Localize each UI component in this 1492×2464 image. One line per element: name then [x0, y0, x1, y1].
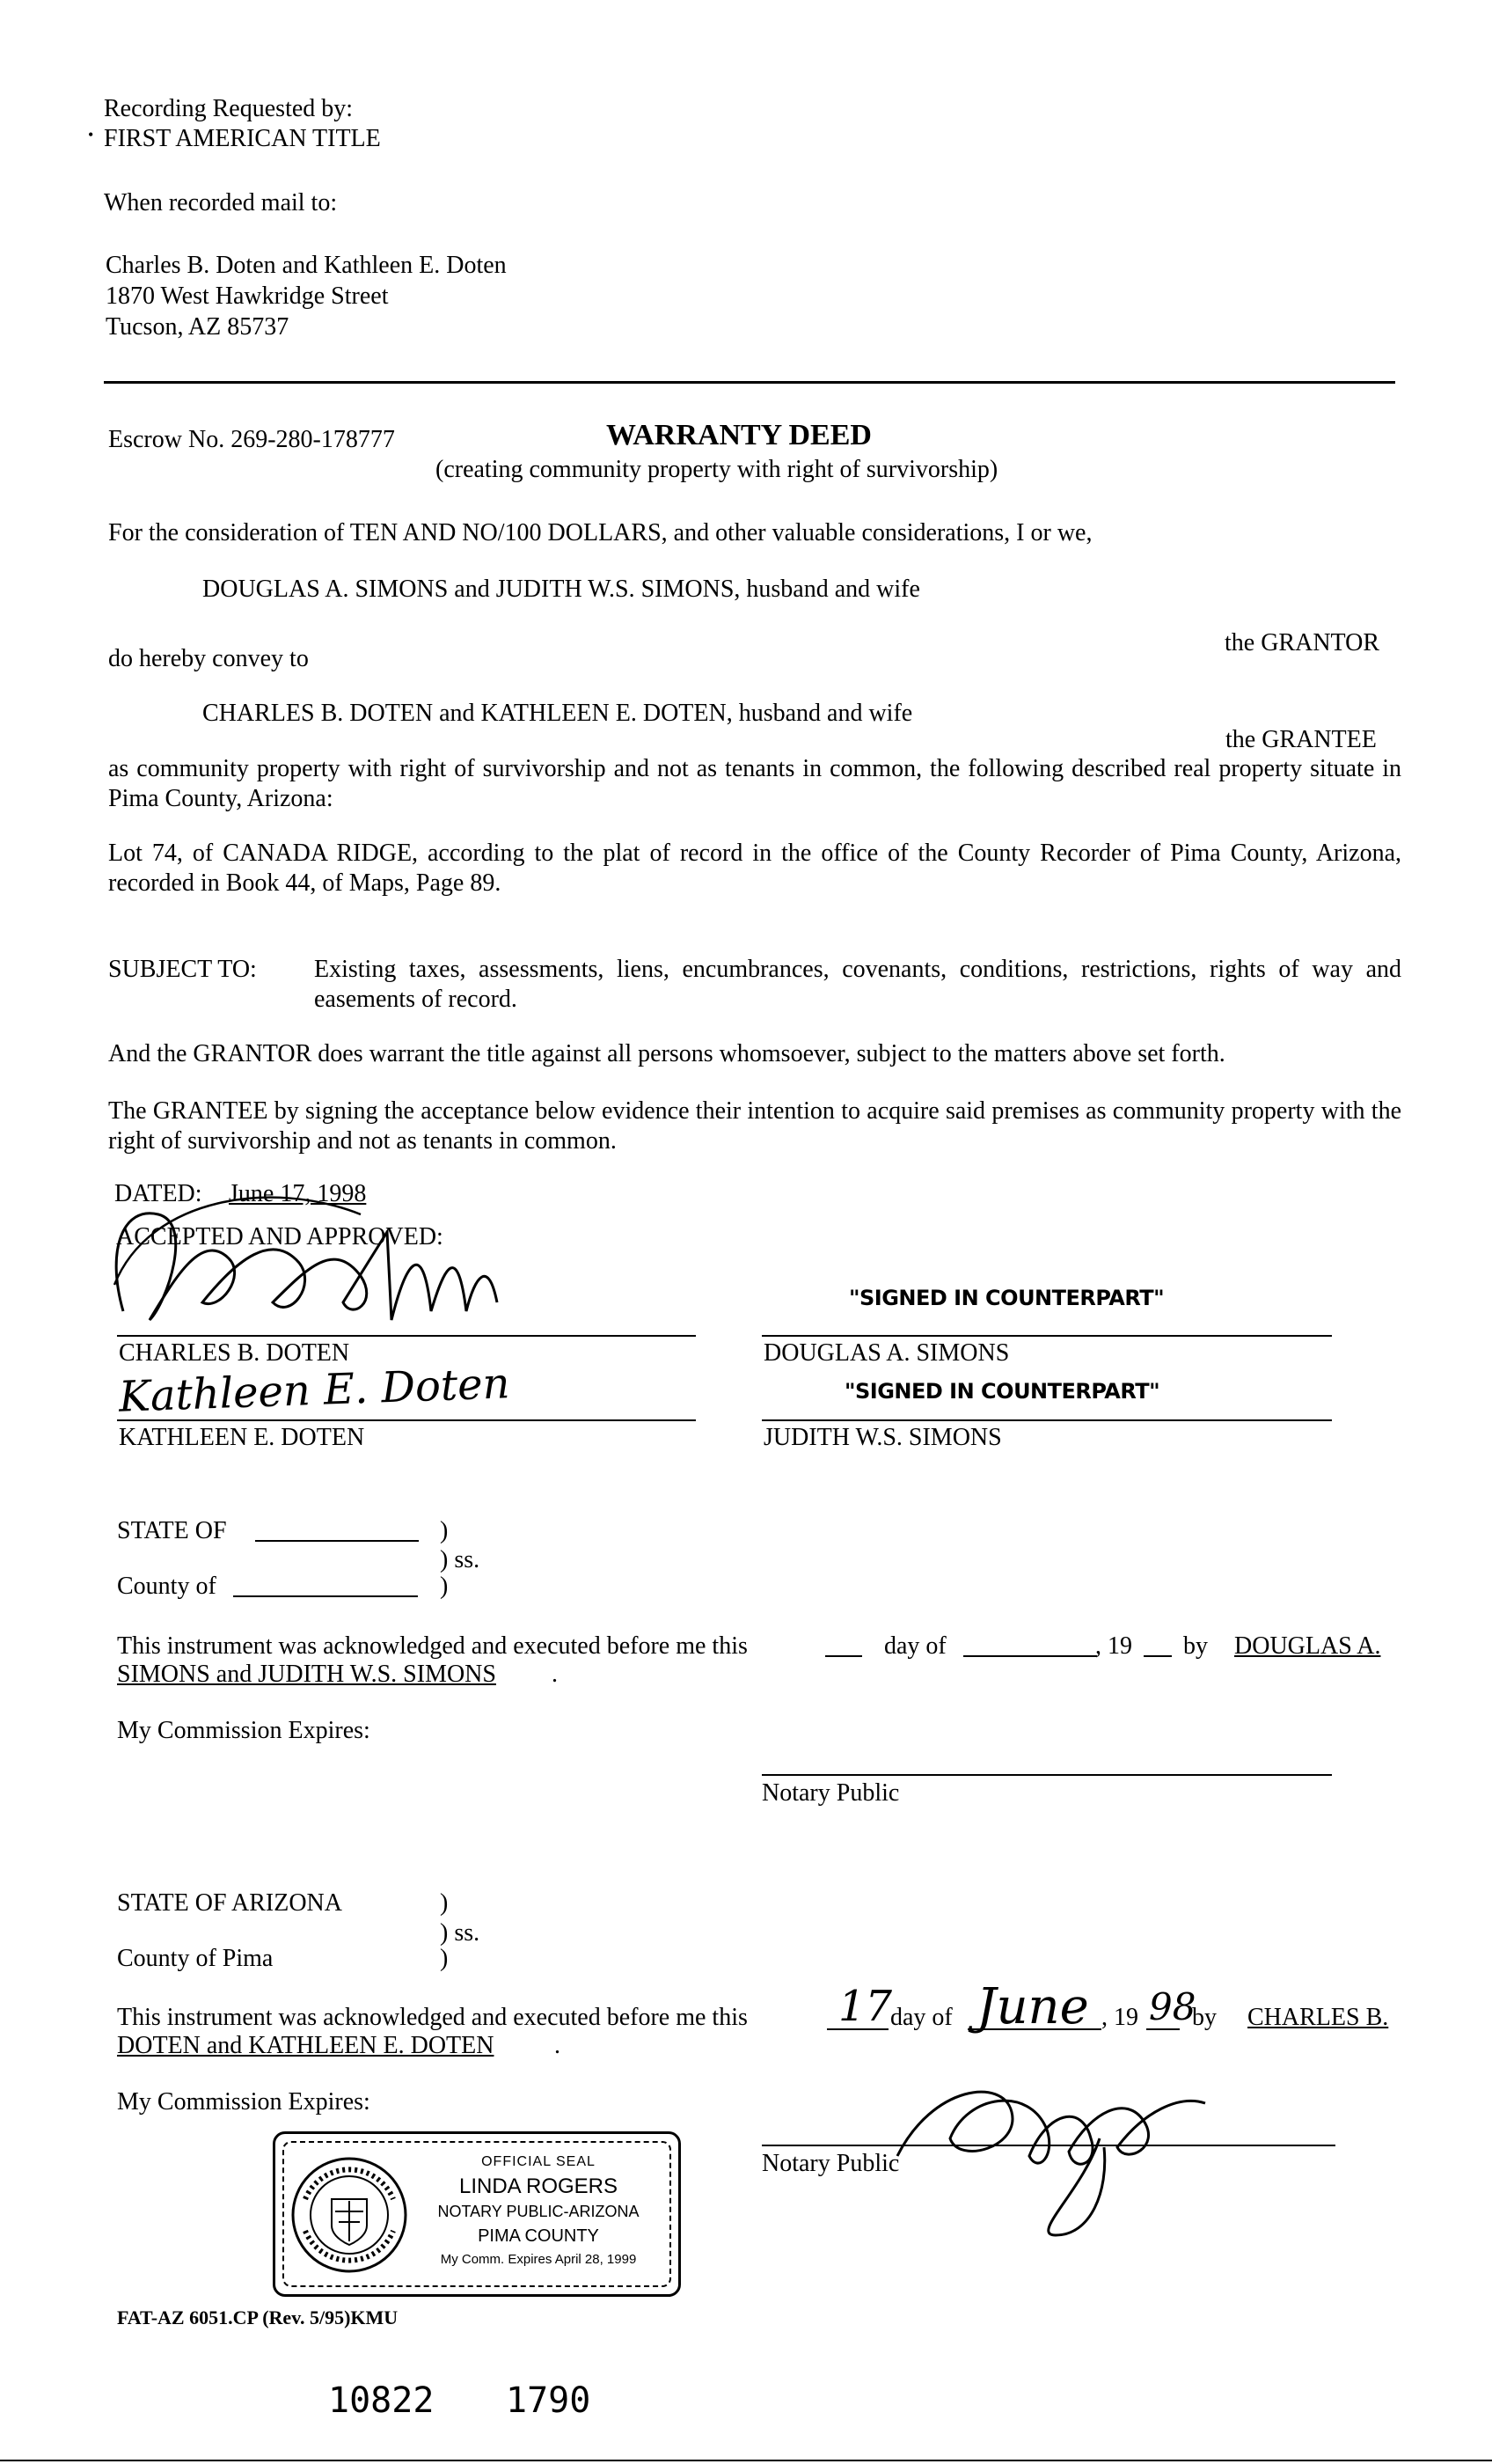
dated-label: DATED: [114, 1180, 202, 1207]
grantor-names: DOUGLAS A. SIMONS and JUDITH W.S. SIMONS, husband and wife [202, 576, 920, 603]
notary2-period: . [554, 2032, 560, 2059]
notary2-state-label: STATE OF ARIZONA [117, 1889, 342, 1917]
notary1-ack-day: day of [884, 1632, 947, 1660]
escrow-number: Escrow No. 269-280-178777 [108, 426, 395, 453]
signature-line-kathleen [117, 1419, 696, 1421]
notary2-parties-line1: CHARLES B. [1247, 2004, 1389, 2031]
notary-signature [880, 2059, 1232, 2244]
signer-douglas-name: DOUGLAS A. SIMONS [764, 1339, 1010, 1367]
consideration-text: For the consideration of TEN AND NO/100 DOLLARS, and other valuable considerations, I or we, [108, 519, 1093, 546]
deed-title: WARRANTY DEED [606, 419, 872, 451]
docket-number: 10822 [328, 2380, 435, 2421]
notary2-paren-top: ) [440, 1889, 449, 1917]
notary1-paren-top: ) [440, 1517, 449, 1544]
mail-to-names: Charles B. Doten and Kathleen E. Doten [106, 252, 507, 279]
mail-to-city: Tucson, AZ 85737 [106, 313, 289, 341]
notary1-period: . [552, 1661, 558, 1688]
mail-to-label: When recorded mail to: [104, 189, 338, 216]
notary1-paren-bottom: ) [440, 1573, 449, 1600]
notary2-parties-line2: DOTEN and KATHLEEN E. DOTEN [117, 2032, 494, 2059]
seal-expires: My Comm. Expires April 28, 1999 [440, 2252, 637, 2267]
notary1-commission-label: My Commission Expires: [117, 1717, 370, 1744]
notary1-parties-line1: DOUGLAS A. [1234, 1632, 1381, 1660]
header-divider [104, 381, 1395, 384]
signature-line-douglas [762, 1335, 1332, 1337]
notary2-month-value: June [976, 1978, 1089, 2035]
notary1-state-blank [255, 1540, 419, 1542]
acceptance-text: The GRANTEE by signing the acceptance below evidence their intention to acquire said premises as community property with the right of survivorship and not as tenants in common. [108, 1097, 1401, 1155]
notary1-parties-line2: SIMONS and JUDITH W.S. SIMONS [117, 1661, 496, 1688]
notary1-day-blank [825, 1655, 862, 1657]
seal-county: PIMA COUNTY [478, 2226, 599, 2246]
notary2-year-line [1146, 2028, 1180, 2030]
notary2-month-line [968, 2028, 1101, 2030]
notary2-ack-day: day of [890, 2004, 953, 2031]
mail-to-street: 1870 West Hawkridge Street [106, 282, 389, 310]
notary1-ack-by: by [1183, 1632, 1208, 1660]
page-number: 1790 [506, 2380, 591, 2421]
subject-to-label: SUBJECT TO: [108, 956, 257, 983]
notary2-ack-by: by [1192, 2004, 1217, 2031]
notary2-county-label: County of Pima [117, 1945, 274, 1972]
signature-line-charles [117, 1335, 696, 1337]
seal-role: NOTARY PUBLIC-ARIZONA [437, 2203, 640, 2220]
official-seal [273, 2131, 681, 2297]
seal-name: LINDA ROGERS [458, 2174, 618, 2198]
notary1-month-blank [963, 1655, 1097, 1657]
notary1-county-label: County of [117, 1573, 216, 1600]
notary2-ack-prefix: This instrument was acknowledged and executed before me this [117, 2004, 748, 2031]
notary2-ack-year-prefix: , 19 [1101, 2004, 1138, 2031]
notary1-county-blank [233, 1595, 418, 1597]
accepted-label: ACCEPTED AND APPROVED: [116, 1223, 443, 1250]
kathleen-signature: Kathleen E. Doten [118, 1359, 511, 1422]
notary1-signature-line [762, 1774, 1332, 1776]
counterpart-stamp-2: "SIGNED IN COUNTERPART" [845, 1379, 1160, 1404]
deed-subtitle: (creating community property with right of survivorship) [435, 456, 998, 483]
signer-judith-name: JUDITH W.S. SIMONS [764, 1424, 1002, 1451]
bullet-mark: • [88, 126, 94, 143]
charles-signature [97, 1179, 607, 1355]
bottom-edge-line [0, 2460, 1492, 2461]
recording-company: FIRST AMERICAN TITLE [104, 125, 381, 152]
notary2-day-value: 17 [838, 1982, 893, 2031]
counterpart-stamp-1: "SIGNED IN COUNTERPART" [849, 1286, 1165, 1310]
notary1-ack-year: , 19 [1095, 1632, 1132, 1660]
notary1-ss: ) ss. [440, 1546, 480, 1573]
notary1-state-label: STATE OF [117, 1517, 227, 1544]
signer-kathleen-name: KATHLEEN E. DOTEN [119, 1424, 365, 1451]
recording-requested-label: Recording Requested by: [104, 95, 354, 122]
notary1-year-blank [1144, 1655, 1172, 1657]
convey-text: do hereby convey to [108, 645, 309, 672]
signature-line-judith [762, 1419, 1332, 1421]
notary2-day-line [827, 2028, 889, 2030]
notary1-notary-public-label: Notary Public [762, 1779, 900, 1807]
grantee-label: the GRANTEE [1225, 726, 1377, 753]
seal-title: OFFICIAL SEAL [481, 2154, 596, 2169]
notary2-ss: ) ss. [440, 1919, 480, 1947]
notary2-signature-line [762, 2145, 1335, 2146]
grantor-label: the GRANTOR [1225, 629, 1380, 656]
warrant-text: And the GRANTOR does warrant the title against all persons whomsoever, subject to the matters above set forth. [108, 1040, 1225, 1067]
subject-to-text: Existing taxes, assessments, liens, encumbrances, covenants, conditions, restrictions, rights of way and easements of record. [314, 956, 1401, 1013]
grantee-names: CHARLES B. DOTEN and KATHLEEN E. DOTEN, husband and wife [202, 700, 913, 727]
form-code: FAT-AZ 6051.CP (Rev. 5/95)KMU [117, 2306, 399, 2328]
dated-value: June 17, 1998 [229, 1180, 367, 1207]
notary1-ack-prefix: This instrument was acknowledged and executed before me this [117, 1632, 748, 1660]
notary2-commission-label: My Commission Expires: [117, 2088, 370, 2116]
legal-description: Lot 74, of CANADA RIDGE, according to the plat of record in the office of the County Recorder of Pima County, Arizona, recorded in Book 44, of Maps, Page 89. [108, 840, 1401, 897]
community-property-text: as community property with right of survivorship and not as tenants in common, the following described real property situate in Pima County, Arizona: [108, 755, 1401, 812]
notary2-year-value: 98 [1149, 1985, 1196, 2028]
notary2-paren-bottom: ) [440, 1945, 449, 1972]
great-seal-icon [288, 2146, 411, 2284]
signer-charles-name: CHARLES B. DOTEN [119, 1339, 350, 1367]
notary2-notary-public-label: Notary Public [762, 2150, 900, 2177]
